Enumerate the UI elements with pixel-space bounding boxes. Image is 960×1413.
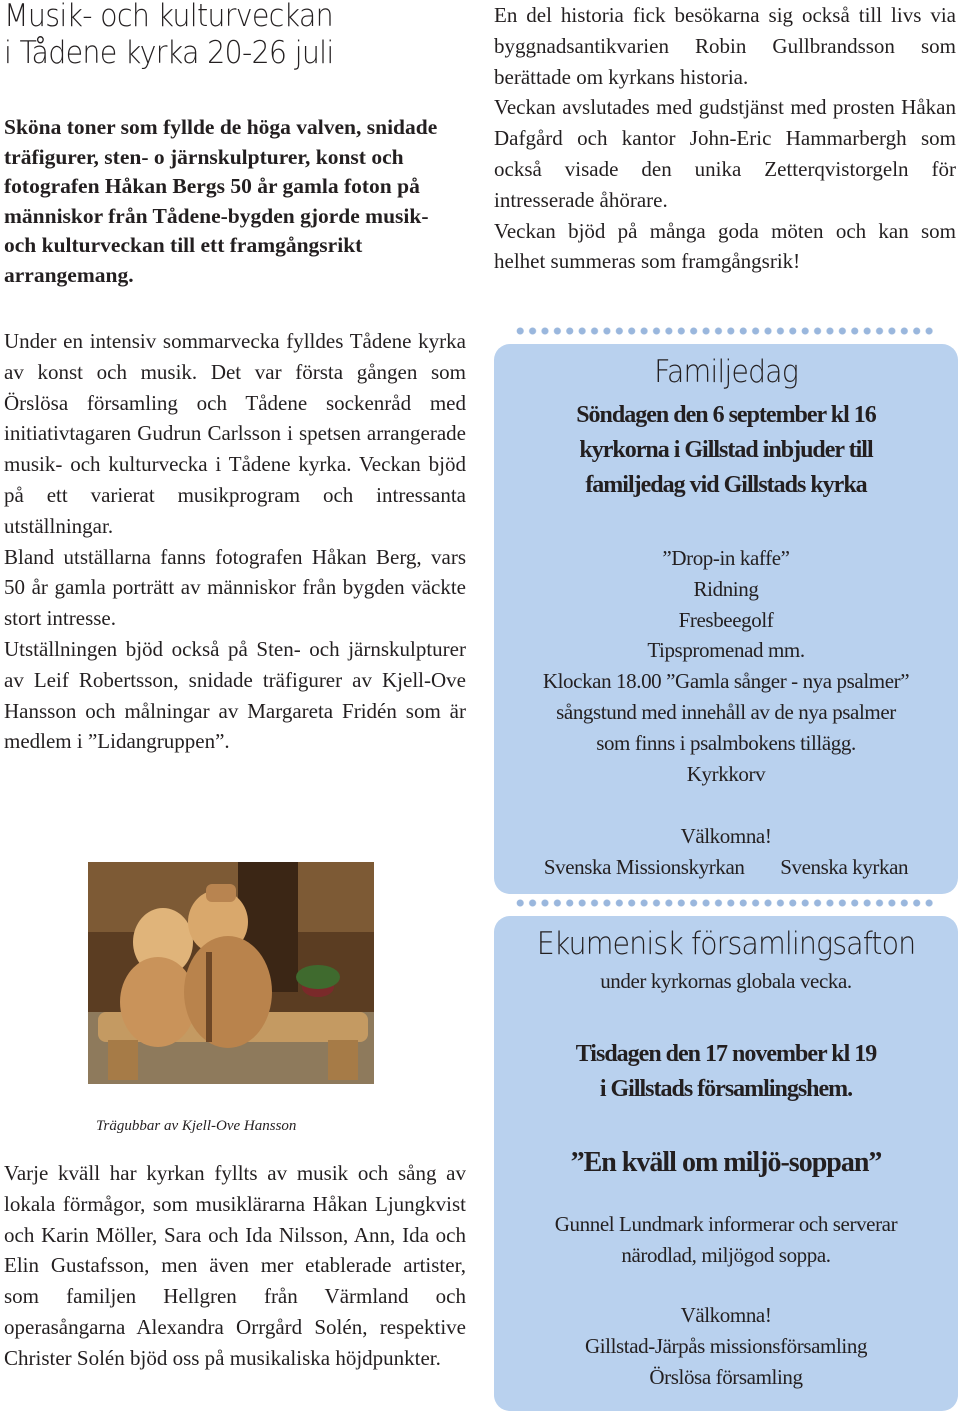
familjedag-item-fresbeegolf: Fresbeegolf	[678, 607, 774, 632]
ekumenisk-info-2: närodlad, miljögod soppa.	[621, 1242, 831, 1267]
familjedag-heading-3: familjedag vid Gillstads kyrka	[585, 472, 867, 498]
article-paragraph-4: Varje kväll har kyrkan fyllts av musik och sång av lokala förmågor, som musiklärarna Håkan Ljungkvist och Karin Möller, Sara och Ida Nilsson, Ann, Ida och Elin Gustafsson, men även mer etablerade artister, som familjen Hellgren från Värmland och operasångarna Alexandra Orrgård Solén, respektive Christer Solén bjöd oss på musikaliska höjdpunkter.	[4, 1161, 466, 1370]
ekumenisk-box	[494, 916, 958, 1411]
ekumenisk-welcome: Välkomna!	[680, 1303, 772, 1328]
article-body	[4, 326, 466, 757]
familjedag-item-ridning: Ridning	[693, 576, 759, 601]
wood-sculpture-photo	[88, 862, 374, 1084]
article-title-line-2: i Tådene kyrka 20-26 juli	[4, 35, 334, 71]
familjedag-klockan-2: sångstund med innehåll av de nya psalmer	[556, 699, 896, 724]
article-paragraph-7: Veckan bjöd på många goda möten och kan som helhet summeras som framgångsrik!	[494, 218, 956, 274]
familjedag-welcome: Välkomna!	[680, 824, 772, 849]
ekumenisk-info-1: Gunnel Lundmark informerar och serverar	[554, 1211, 898, 1236]
article-paragraph-3: Utställningen bjöd också på Sten- och järnskulpturer av Leif Robertsson, snidade träfigurer av Kjell-Ove Hansson och målningar av Margareta Fridén som är medlem i ”Lidangruppen”.	[4, 636, 466, 754]
familjedag-heading-1: Söndagen den 6 september kl 16	[576, 402, 876, 428]
article-paragraph-2: Bland utställarna fanns fotografen Håkan Berg, vars 50 år gamla porträtt av människor från bygden väckte stort intresse.	[4, 544, 466, 631]
ekumenisk-theme: ”En kväll om miljö-soppan”	[570, 1146, 882, 1178]
article-paragraph-5: En del historia fick besökarna sig också till livs via byggnadsantikvarien Robin Gullbrandsson som berättade om kyrkans historia.	[494, 3, 956, 89]
dotted-divider-1	[514, 326, 934, 336]
familjedag-item-drop-in: ”Drop-in kaffe”	[662, 546, 790, 570]
dotted-divider-2	[514, 898, 934, 908]
familjedag-title: Familjedag	[654, 354, 798, 390]
familjedag-organizers	[494, 852, 958, 883]
familjedag-klockan-3: som finns i psalmbokens tillägg.	[596, 730, 856, 755]
ekumenisk-subtitle: under kyrkornas globala vecka.	[600, 969, 852, 993]
familjedag-klockan: Klockan 18.00 ”Gamla sånger - nya psalmer”	[542, 669, 910, 694]
wood-sculpture-illustration	[88, 862, 374, 1084]
photo-caption: Trägubbar av Kjell-Ove Hansson	[96, 1118, 297, 1134]
familjedag-heading-2: kyrkorna i Gillstad inbjuder till	[579, 437, 873, 463]
ekumenisk-organizer-2: Örslösa församling	[649, 1364, 803, 1389]
familjedag-organizer-1: Svenska Missionskyrkan	[543, 855, 745, 880]
article-continued	[494, 0, 956, 277]
familjedag-item-tipspromenad: Tipspromenad mm.	[647, 638, 805, 663]
article-paragraph-1: Under en intensiv sommarvecka fylldes Tådene kyrka av konst och musik. Det var första gången som Örslösa församling och Tådene sockenråd med initiativtagaren Gudrun Carlsson i spetsen arrangerade musik- och kulturvecka i Tådene kyrka. Veckan bjöd på ett varierat musikprogram och intressanta utställningar.	[4, 329, 466, 538]
familjedag-box	[494, 344, 958, 894]
familjedag-organizer-2: Svenska kyrkan	[780, 855, 909, 880]
article-title-line-1: Musik- och kulturveckan	[4, 0, 333, 34]
article-paragraph-6: Veckan avslutades med gudstjänst med prosten Håkan Dafgård och kantor John-Eric Hammarbergh som också visade den unika Zetterqvistorgeln för intresserade åhörare.	[494, 95, 956, 212]
familjedag-kyrkkorv: Kyrkkorv	[686, 761, 766, 786]
ekumenisk-organizer-1: Gillstad-Järpås missionsförsamling	[584, 1334, 868, 1359]
ekumenisk-date-1: Tisdagen den 17 november kl 19	[575, 1040, 877, 1067]
article-lead: Sköna toner som fyllde de höga valven, snidade träfigurer, sten- o järnskulpturer, konst och fotografen Håkan Bergs 50 år gamla foton på människor från Tådene-bygden gjorde musik- och kulturveckan till ett framgångsrikt arrangemang.	[4, 115, 438, 287]
ekumenisk-date-2: i Gillstads församlingshem.	[599, 1075, 853, 1102]
ekumenisk-title: Ekumenisk församlingsafton	[536, 926, 916, 962]
left-column	[4, 0, 466, 1370]
article-title	[4, 0, 429, 72]
